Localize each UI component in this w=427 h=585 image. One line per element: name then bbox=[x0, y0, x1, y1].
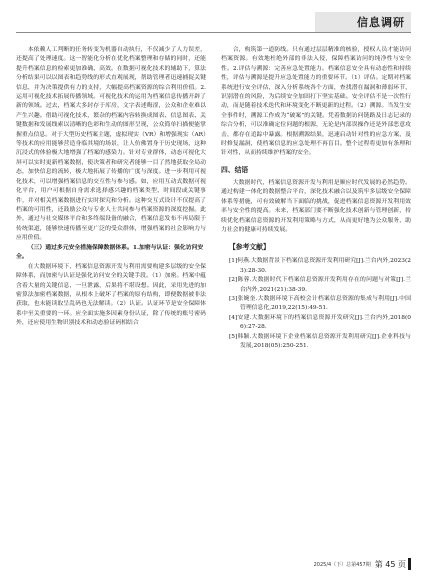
left-subheading: （三）通过多元安全措施保障数据体系。1.加密与认证：强化访问安全。 bbox=[16, 245, 204, 261]
left-column bbox=[16, 46, 206, 554]
references-list bbox=[221, 257, 411, 351]
footer-page-number bbox=[375, 558, 411, 570]
reference-item: [4]安建.大数据环境下的档案信息资源开发研究[J].兰台内外,2018(06):27-28. bbox=[229, 314, 411, 331]
right-paragraph-group-a bbox=[221, 46, 411, 159]
footer-bar-mark bbox=[408, 558, 411, 570]
left-paragraph-group-b bbox=[16, 263, 206, 329]
section-heading-conclusion: 四、结语 bbox=[221, 165, 249, 174]
reference-item: [3]张婉奎.大数据环境下高校会计档案信息资源的集成与利用[J].中国管理信息化,2019,22(15):49-51. bbox=[229, 295, 411, 312]
footer-page-label: 第 45 页 bbox=[374, 559, 406, 569]
header-rule bbox=[16, 32, 411, 33]
body-paragraph: 本依赖人工判断的任务转变为机器自动执行，不仅减少了人力误差，还提高了处理速度。这一智能化分析在优化档案整理和存储的同时，还能提升档案信息的检索更加准确、高效。在数据可视化技术的辅助下，算法分析结果可以以图表和趋势线的形式直观展现，帮助管理者迅速捕捉关键信息，并为决策提供有力的支持，大幅提高档案资源的综合利用价值。2.运用可视化技术拓展传播领域。可视化技术的运用为档案信息传播开辟了新的领域。过去，档案大多封存于库房，文字表述晦涩，公众和企业难以产生兴趣。借助可视化技术，繁杂的档案内容转换成图表、信息图表、关键数据和发展线索以清晰的色彩和生动的图形呈现，公众简单扫描便能掌握重点信息。对于大型历史档案主题，虚拟现实（VR）和增强现实（AR）等技术的应用能够营造身临其境的场景，让人仿佛置身于历史现场，这种沉浸式的体验极大地增强了档案的感染力。针对专业群体，动态可视化大屏可以实时更新档案数据，使决策者和研究者能够一目了然地获取全局动态，加快信息的流转，极大地拓展了传播的广度与深度。进一步利用可视化技术，可以增强档案信息的交互性与参与感。如，应用互动式数据可视化平台，用户可根据自身需求选择感兴趣的档案类型、时间段或关键事件，并对相关档案数据进行实时探究和分析。这种交互式设计不仅提高了档案的可用性，还鼓励公众与专业人士共同参与档案资源的深度挖掘。此外，通过与社交媒体平台和多终端设备的融合，档案信息发布不再局限于传统渠道，能够快速传播至更广泛的受众群体，增强档案的社会影响力与应用价值。 bbox=[16, 47, 206, 242]
references-heading: 【参考文献】 bbox=[229, 243, 270, 252]
reference-item: [1]何燕.大数据背景下档案信息资源开发利用研究[J].兰台内外,2023(23):28-30. bbox=[229, 258, 411, 274]
reference-item: [2]陈蓉.大数据时代下档案信息资源开发利用存在的问题与对策[J].兰台内外,2021(21):38-39. bbox=[229, 277, 411, 293]
right-paragraph-group-b bbox=[221, 179, 411, 235]
body-paragraph: 大数据时代，档案信息资源开发与利用是顺应时代发展的必然趋势。通过构建一体化的数据整合平台，深化技术融合以及筑牢多层级安全保障体系等措施，可有效破解当下面临的挑战，促进档案信息资源开发利用效率与安全性的提高。未来，档案部门要不断强化技术创新与管理创新，持续优化档案信息资源的开发利用策略与方式，从而更好地为公众服务，助力社会的健康可持续发展。 bbox=[221, 179, 411, 233]
body-paragraph: 在大数据环境下，档案信息资源开发与利用需要构建多层级的安全保障体系，而加密与认证是强化访问安全的关键手段。（1）加密。档案中蕴含着大量的关键信息，一旦泄露，后果将不堪设想。因此，采用先进的加密算法加密档案数据，从根本上破坏了档案的原有结构，即便数据被非法获取，也未能读取呈乱码也无法解读。（2）认证。认证环节是安全保障体系中至关重要的一环。应全面实施多因素身份认证，除了传统的账号密码外，还应使用生物识别技术和动态验证码相结合 bbox=[16, 263, 206, 327]
left-paragraph-group-a bbox=[16, 46, 206, 244]
body-paragraph: 合，构筑第一道防线。只有通过层层精准的核验，授权人员才能访问档案资源。有效地杜绝外部的非法入侵，保障档案访问的纯净性与安全性。2.评估与溯源：完善应急处置能力。档案信息安全具有动态性和持续性，评估与溯源是提升应急处置能力的重要环节。（1）评估。定期对档案系统进行安全评估，深入分析系统各个方面，查找潜在漏洞和薄弱环节，识别潜在的风险，为后续安全加固打下坚实基础。安全评估不是一次性行动，而是随着技术迭代和环境变化不断更新的过程。（2）溯源。当发生安全事件时，溯源工作成为“破案”的关键。凭着数据访问链路及日志记录的综合分析，可以准确定位问题的根源，无论是内部误操作还是外部恶意攻击，都存在追踪中暴露。根据溯源结果，迅速启动针对性的应急方案，及时修复漏洞，使档案信息的应急处理不再盲目。整个过程将更加有条理和针对性，从而持续维护档案的安全。 bbox=[221, 47, 411, 157]
right-column bbox=[221, 46, 411, 554]
reference-item: [5]韩颖.大数据环境下企业档案信息资源开发利用研究[J].企业科技与发展,2018(05):250-251. bbox=[229, 333, 411, 349]
page-footer bbox=[314, 557, 411, 571]
header-section-bar bbox=[315, 12, 411, 32]
section-tag: 信息调研 bbox=[357, 16, 405, 29]
footer-issue: 2025/4（下）总第457期 bbox=[313, 561, 371, 568]
